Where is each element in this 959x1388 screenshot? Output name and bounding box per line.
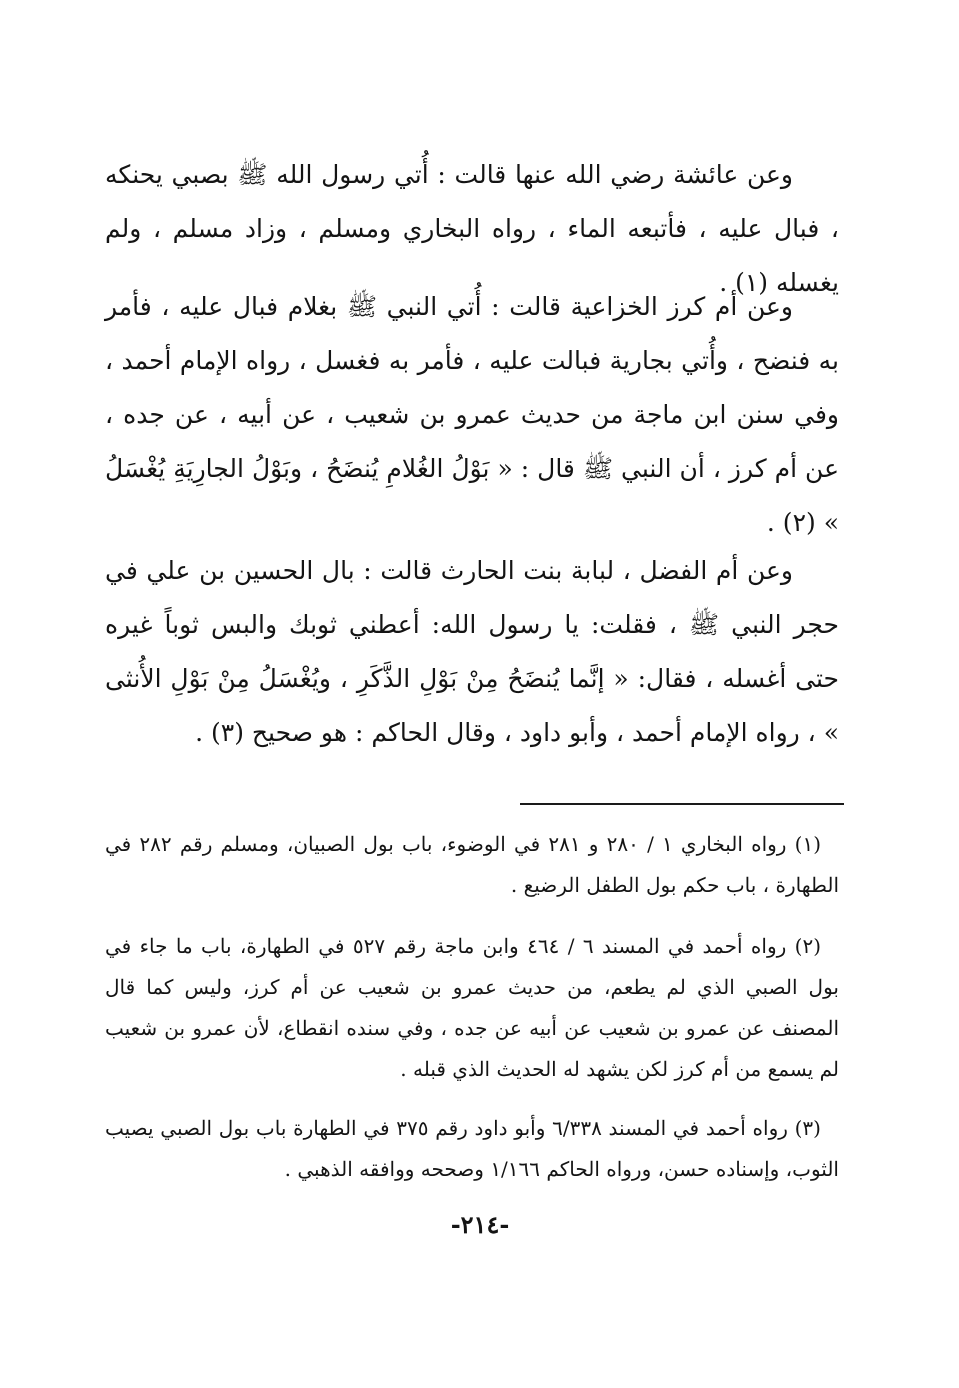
footnote-3: (٣) رواه أحمد في المسند ٦/٣٣٨ وأبو داود رقم ٣٧٥ في الطهارة باب بول الصبي يصيب الثوب، وإسناده حسن، ورواه الحاكم ١/١٦٦ وصححه ووافقه الذهبي .: [105, 1116, 839, 1181]
paragraph-umm-kurz-hadith: وعن أم كرز الخزاعية قالت : أُتي النبي ﷺ بغلام فبال عليه ، فأمر به فنضح ، وأُتي بجارية فبالت عليه ، فأمر به فغسل ، رواه الإمام أحمد ، وفي سنن ابن ماجة من حديث عمرو بن شعيب ، عن أبيه ، عن جده ، عن أم كرز ، أن النبي ﷺ قال : « بَوْلُ الغُلامِ يُنضَحُ ، وبَوْلُ الجارِيَةِ يُغْسَلُ » (٢) .: [105, 292, 839, 537]
paragraph-umm-al-fadl-hadith: وعن أم الفضل ، لبابة بنت الحارث قالت : بال الحسين بن علي في حجر النبي ﷺ ، فقلت: يا رسول الله: أعطني ثوبك والبس ثوباً غيره حتى أغسله ، فقال: « إنَّما يُنضَحُ مِنْ بَوْلِ الذَّكَرِ ، ويُغْسَلُ مِنْ بَوْلِ الأُنثى » ، رواه الإمام أحمد ، وأبو داود ، وقال الحاكم : هو صحيح (٣) .: [105, 556, 839, 747]
footnote-block-2: [105, 926, 839, 1090]
footnote-block-3: [105, 1108, 839, 1190]
main-text-block-2: [105, 280, 839, 550]
footnote-2: (٢) رواه أحمد في المسند ٦ / ٤٦٤ وابن ماجة رقم ٥٢٧ في الطهارة، باب ما جاء في بول الصبي الذي لم يطعم، من حديث عمرو بن شعيب عن أم كرز، وليس كما قال المصنف عن عمرو بن شعيب عن أبيه عن جده ، وفي سنده انقطاع، لأن عمرو بن شعيب لم يسمع من أم كرز لكن يشهد له الحديث الذي قبله .: [105, 934, 839, 1081]
footnote-separator: [520, 803, 844, 805]
footnote-1: (١) رواه البخاري ١ / ٢٨٠ و ٢٨١ في الوضوء، باب بول الصبيان، ومسلم رقم ٢٨٢ في الطهارة ، باب حكم بول الطفل الرضيع .: [105, 832, 839, 897]
main-text-block-3: [105, 544, 839, 760]
page-number: -٢١٤-: [450, 1210, 510, 1239]
paragraph-aisha-hadith: وعن عائشة رضي الله عنها قالت : أُتي رسول الله ﷺ بصبي يحنكه ، فبال عليه ، فأتبعه الماء ، رواه البخاري ومسلم ، وزاد مسلم ، ولم يغسله (١) .: [105, 160, 839, 297]
footnote-block-1: [105, 824, 839, 906]
